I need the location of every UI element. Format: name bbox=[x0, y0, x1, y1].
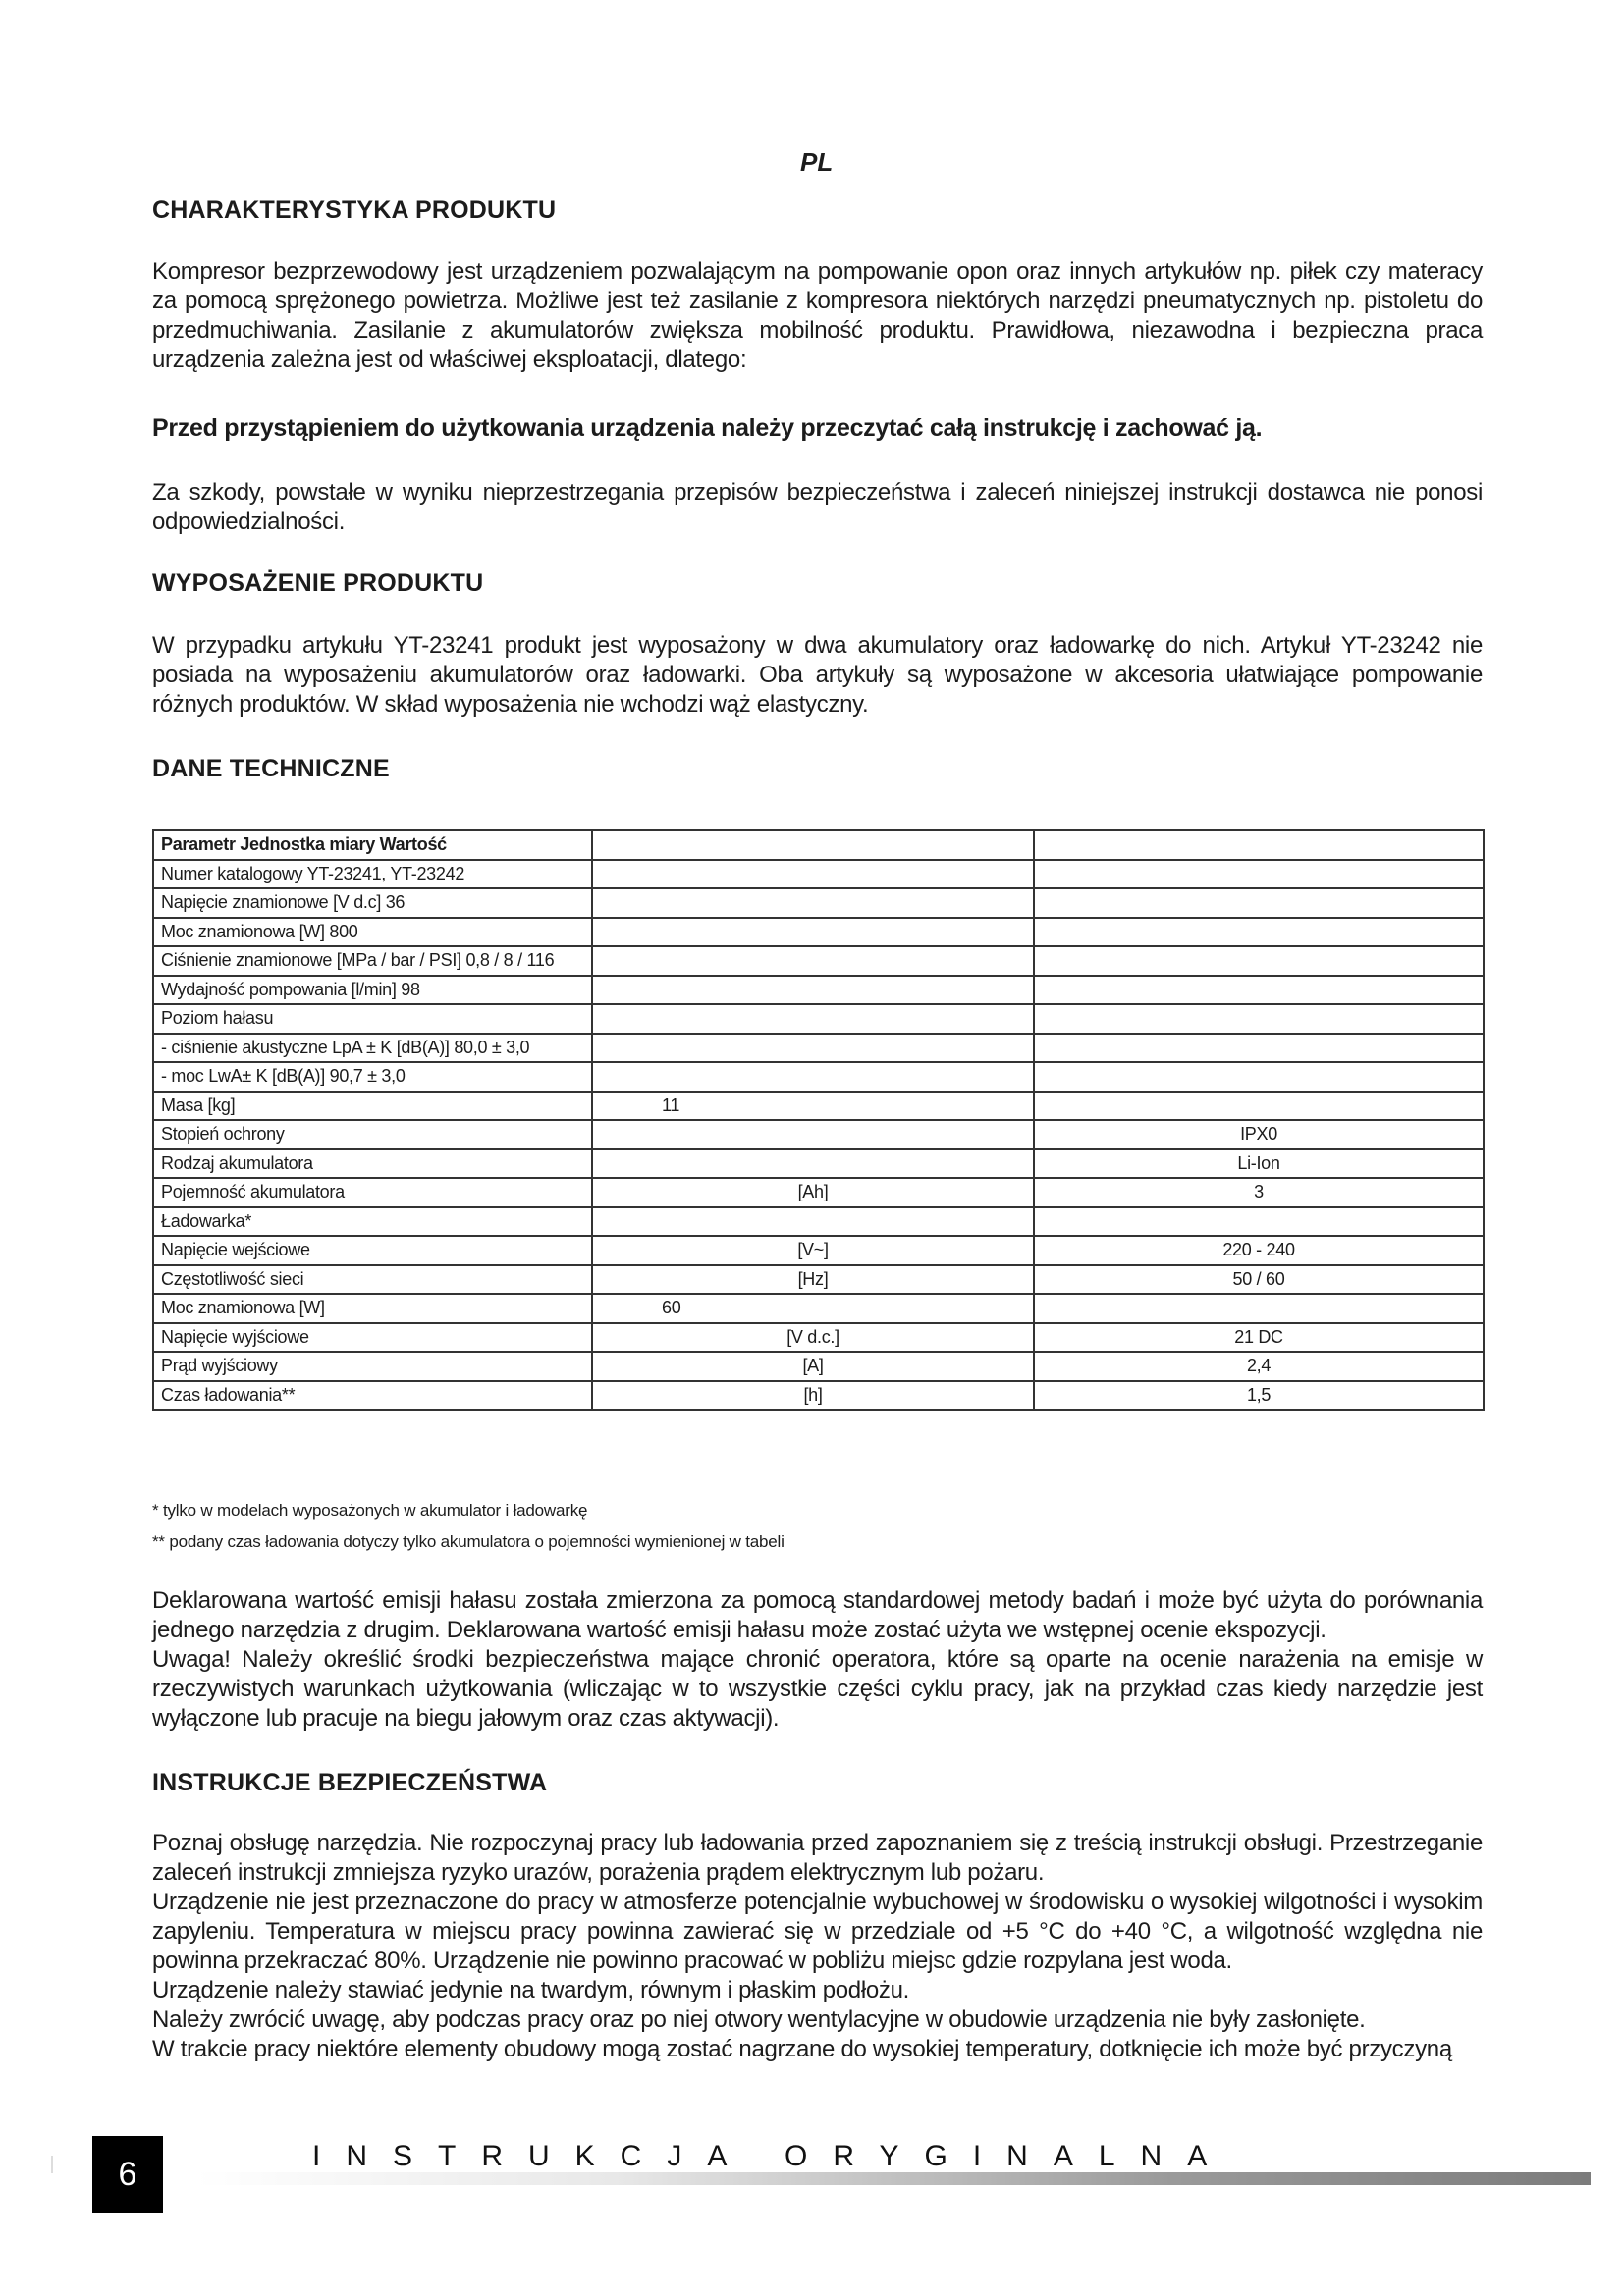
paragraph-safety-5: W trakcie pracy niektóre elementy obudowy mogą zostać nagrzane do wysokiej temperatury, dotknięcie ich może być przyczyną bbox=[152, 2036, 1452, 2062]
table-row bbox=[153, 946, 1484, 976]
table-cell bbox=[592, 1034, 1034, 1063]
table-cell bbox=[592, 1120, 1034, 1149]
paragraph-safety-3: Urządzenie należy stawiać jedynie na twardym, równym i płaskim podłożu. bbox=[152, 1977, 910, 2003]
table-cell bbox=[1034, 976, 1484, 1005]
table-cell bbox=[1034, 1004, 1484, 1034]
table-row bbox=[153, 1120, 1484, 1149]
table-cell bbox=[592, 888, 1034, 918]
table-cell bbox=[1034, 918, 1484, 947]
footer-title: INSTRUKCJA ORYGINALNA bbox=[312, 2140, 1233, 2172]
table-cell bbox=[1034, 1294, 1484, 1323]
table-row bbox=[153, 1352, 1484, 1381]
table-cell bbox=[592, 1149, 1034, 1179]
table-cell: 1,5 bbox=[1034, 1381, 1484, 1411]
table-cell: Poziom hałasu bbox=[153, 1004, 592, 1034]
page-number: 6 bbox=[92, 2136, 163, 2213]
table-cell: Ciśnienie znamionowe [MPa / bar / PSI] 0,8 / 8 / 116 bbox=[153, 946, 592, 976]
table-cell: [V~] bbox=[592, 1236, 1034, 1265]
table-row bbox=[153, 1236, 1484, 1265]
table-cell bbox=[1034, 830, 1484, 860]
table-row bbox=[153, 1149, 1484, 1179]
table-cell: [A] bbox=[592, 1352, 1034, 1381]
table-cell bbox=[592, 918, 1034, 947]
table-row bbox=[153, 860, 1484, 889]
table-cell: Moc znamionowa [W] 800 bbox=[153, 918, 592, 947]
section-title-charakterystyka: CHARAKTERYSTYKA PRODUKTU bbox=[152, 196, 557, 224]
table-cell: - ciśnienie akustyczne LpA ± K [dB(A)] 80,0 ± 3,0 bbox=[153, 1034, 592, 1063]
table-cell: Czas ładowania** bbox=[153, 1381, 592, 1411]
table-cell bbox=[592, 1207, 1034, 1237]
paragraph-noise-emission: Deklarowana wartość emisji hałasu została zmierzona za pomocą standardowej metody badań i może być użyta do porównania jednego narzędzia z drugim. Deklarowana wartość emisji hałasu może zostać użyta we wstępnej ocenie ekspozycji. bbox=[152, 1587, 1483, 1643]
table-cell: 60 bbox=[592, 1294, 1034, 1323]
table-cell: [h] bbox=[592, 1381, 1034, 1411]
table-cell bbox=[592, 860, 1034, 889]
table-row bbox=[153, 1178, 1484, 1207]
table-cell bbox=[592, 976, 1034, 1005]
crop-mark bbox=[51, 2156, 53, 2173]
table-row bbox=[153, 1062, 1484, 1092]
table-cell: Parametr Jednostka miary Wartość bbox=[153, 830, 592, 860]
paragraph-safety-2: Urządzenie nie jest przeznaczone do pracy w atmosferze potencjalnie wybuchowej w środowisku o wysokiej wilgotności i wysokim zapyleniu. Temperatura w miejscu pracy powinna zawierać się w przedziale od +5 °C do +40 °C, a wilgotność względna nie powinna przekraczać 80%. Urządzenie nie powinno pracować w pobliżu miejsc gdzie rozpylana jest woda. bbox=[152, 1889, 1483, 1974]
table-row bbox=[153, 1265, 1484, 1295]
table-cell: 2,4 bbox=[1034, 1352, 1484, 1381]
table-cell bbox=[1034, 946, 1484, 976]
table-cell bbox=[592, 946, 1034, 976]
table-cell bbox=[1034, 1092, 1484, 1121]
table-cell: [V d.c.] bbox=[592, 1323, 1034, 1353]
table-row bbox=[153, 976, 1484, 1005]
table-cell: Pojemność akumulatora bbox=[153, 1178, 592, 1207]
table-cell bbox=[1034, 860, 1484, 889]
table-cell: [Hz] bbox=[592, 1265, 1034, 1295]
table-cell: 3 bbox=[1034, 1178, 1484, 1207]
table-cell: Masa [kg] bbox=[153, 1092, 592, 1121]
footer-gradient-bar bbox=[196, 2172, 1591, 2185]
paragraph-warning-read-manual: Przed przystąpieniem do użytkowania urządzenia należy przeczytać całą instrukcję i zachować ją. bbox=[152, 414, 1263, 442]
language-code: PL bbox=[800, 147, 834, 177]
footnote-2: ** podany czas ładowania dotyczy tylko akumulatora o pojemności wymienionej w tabeli bbox=[152, 1532, 785, 1551]
table-cell: Rodzaj akumulatora bbox=[153, 1149, 592, 1179]
table-row bbox=[153, 1207, 1484, 1237]
paragraph-liability: Za szkody, powstałe w wyniku nieprzestrzegania przepisów bezpieczeństwa i zaleceń niniejszej instrukcji dostawca nie ponosi odpowiedzialności. bbox=[152, 479, 1483, 535]
table-cell bbox=[1034, 888, 1484, 918]
table-cell: Numer katalogowy YT-23241, YT-23242 bbox=[153, 860, 592, 889]
section-title-bezpieczenstwo: INSTRUKCJE BEZPIECZEŃSTWA bbox=[152, 1769, 548, 1796]
paragraph-safety-1: Poznaj obsługę narzędzia. Nie rozpoczynaj pracy lub ładowania przed zapoznaniem się z treścią instrukcji obsługi. Przestrzeganie zaleceń instrukcji zmniejsza ryzyko urazów, porażenia prądem elektrycznym lub pożaru. bbox=[152, 1830, 1483, 1886]
table-cell: Li-Ion bbox=[1034, 1149, 1484, 1179]
paragraph-wyposazenie: W przypadku artykułu YT-23241 produkt jest wyposażony w dwa akumulatory oraz ładowarkę do nich. Artykuł YT-23242 nie posiada na wyposażeniu akumulatorów oraz ładowarki. Oba artykuły są wyposażone w akcesoria ułatwiające pompowanie różnych produktów. W skład wyposażenia nie wchodzi wąż elastyczny. bbox=[152, 632, 1483, 718]
table-cell: Wydajność pompowania [l/min] 98 bbox=[153, 976, 592, 1005]
table-row bbox=[153, 1381, 1484, 1411]
table-cell: Napięcie wejściowe bbox=[153, 1236, 592, 1265]
table-row bbox=[153, 1294, 1484, 1323]
table-row bbox=[153, 830, 1484, 860]
section-title-wyposazenie: WYPOSAŻENIE PRODUKTU bbox=[152, 569, 484, 597]
table-cell bbox=[592, 1004, 1034, 1034]
table-cell: [Ah] bbox=[592, 1178, 1034, 1207]
table-cell bbox=[1034, 1207, 1484, 1237]
table-cell bbox=[592, 1062, 1034, 1092]
section-title-dane-techniczne: DANE TECHNICZNE bbox=[152, 755, 390, 782]
technical-data-table bbox=[152, 829, 1485, 1411]
table-cell bbox=[1034, 1062, 1484, 1092]
footnote-1: * tylko w modelach wyposażonych w akumulator i ładowarkę bbox=[152, 1501, 588, 1520]
table-row bbox=[153, 1092, 1484, 1121]
table-cell: 11 bbox=[592, 1092, 1034, 1121]
table-cell: Ładowarka* bbox=[153, 1207, 592, 1237]
table-row bbox=[153, 918, 1484, 947]
table-row bbox=[153, 888, 1484, 918]
paragraph-charakterystyka-1: Kompresor bezprzewodowy jest urządzeniem pozwalającym na pompowanie opon oraz innych artykułów np. piłek czy materacy za pomocą sprężonego powietrza. Możliwe jest też zasilanie z kompresora niektórych narzędzi pneumatycznych np. pistoletu do przedmuchiwania. Zasilanie z akumulatorów zwiększa mobilność produktu. Prawidłowa, niezawodna i bezpieczna praca urządzenia zależna jest od właściwej eksploatacji, dlatego: bbox=[152, 258, 1483, 373]
table-cell: Napięcie wyjściowe bbox=[153, 1323, 592, 1353]
table-cell: IPX0 bbox=[1034, 1120, 1484, 1149]
table-cell: 21 DC bbox=[1034, 1323, 1484, 1353]
table-cell: Stopień ochrony bbox=[153, 1120, 592, 1149]
paragraph-noise-warning: Uwaga! Należy określić środki bezpieczeństwa mające chronić operatora, które są oparte na ocenie narażenia na emisje w rzeczywistych warunkach użytkowania (wliczając w to wszystkie części cyklu pracy, jak na przykład czas kiedy narzędzie jest wyłączone lub pracuje na biegu jałowym oraz czas aktywacji). bbox=[152, 1646, 1483, 1732]
table-row bbox=[153, 1323, 1484, 1353]
table-cell bbox=[592, 830, 1034, 860]
paragraph-safety-4: Należy zwrócić uwagę, aby podczas pracy oraz po niej otwory wentylacyjne w obudowie urządzenia nie były zasłonięte. bbox=[152, 2006, 1366, 2033]
table-cell: Częstotliwość sieci bbox=[153, 1265, 592, 1295]
table-cell: 220 - 240 bbox=[1034, 1236, 1484, 1265]
table-cell: - moc LwA± K [dB(A)] 90,7 ± 3,0 bbox=[153, 1062, 592, 1092]
table-cell: Moc znamionowa [W] bbox=[153, 1294, 592, 1323]
table-row bbox=[153, 1004, 1484, 1034]
table-cell: Napięcie znamionowe [V d.c] 36 bbox=[153, 888, 592, 918]
table-cell: Prąd wyjściowy bbox=[153, 1352, 592, 1381]
table-cell bbox=[1034, 1034, 1484, 1063]
table-cell: 50 / 60 bbox=[1034, 1265, 1484, 1295]
table-row bbox=[153, 1034, 1484, 1063]
